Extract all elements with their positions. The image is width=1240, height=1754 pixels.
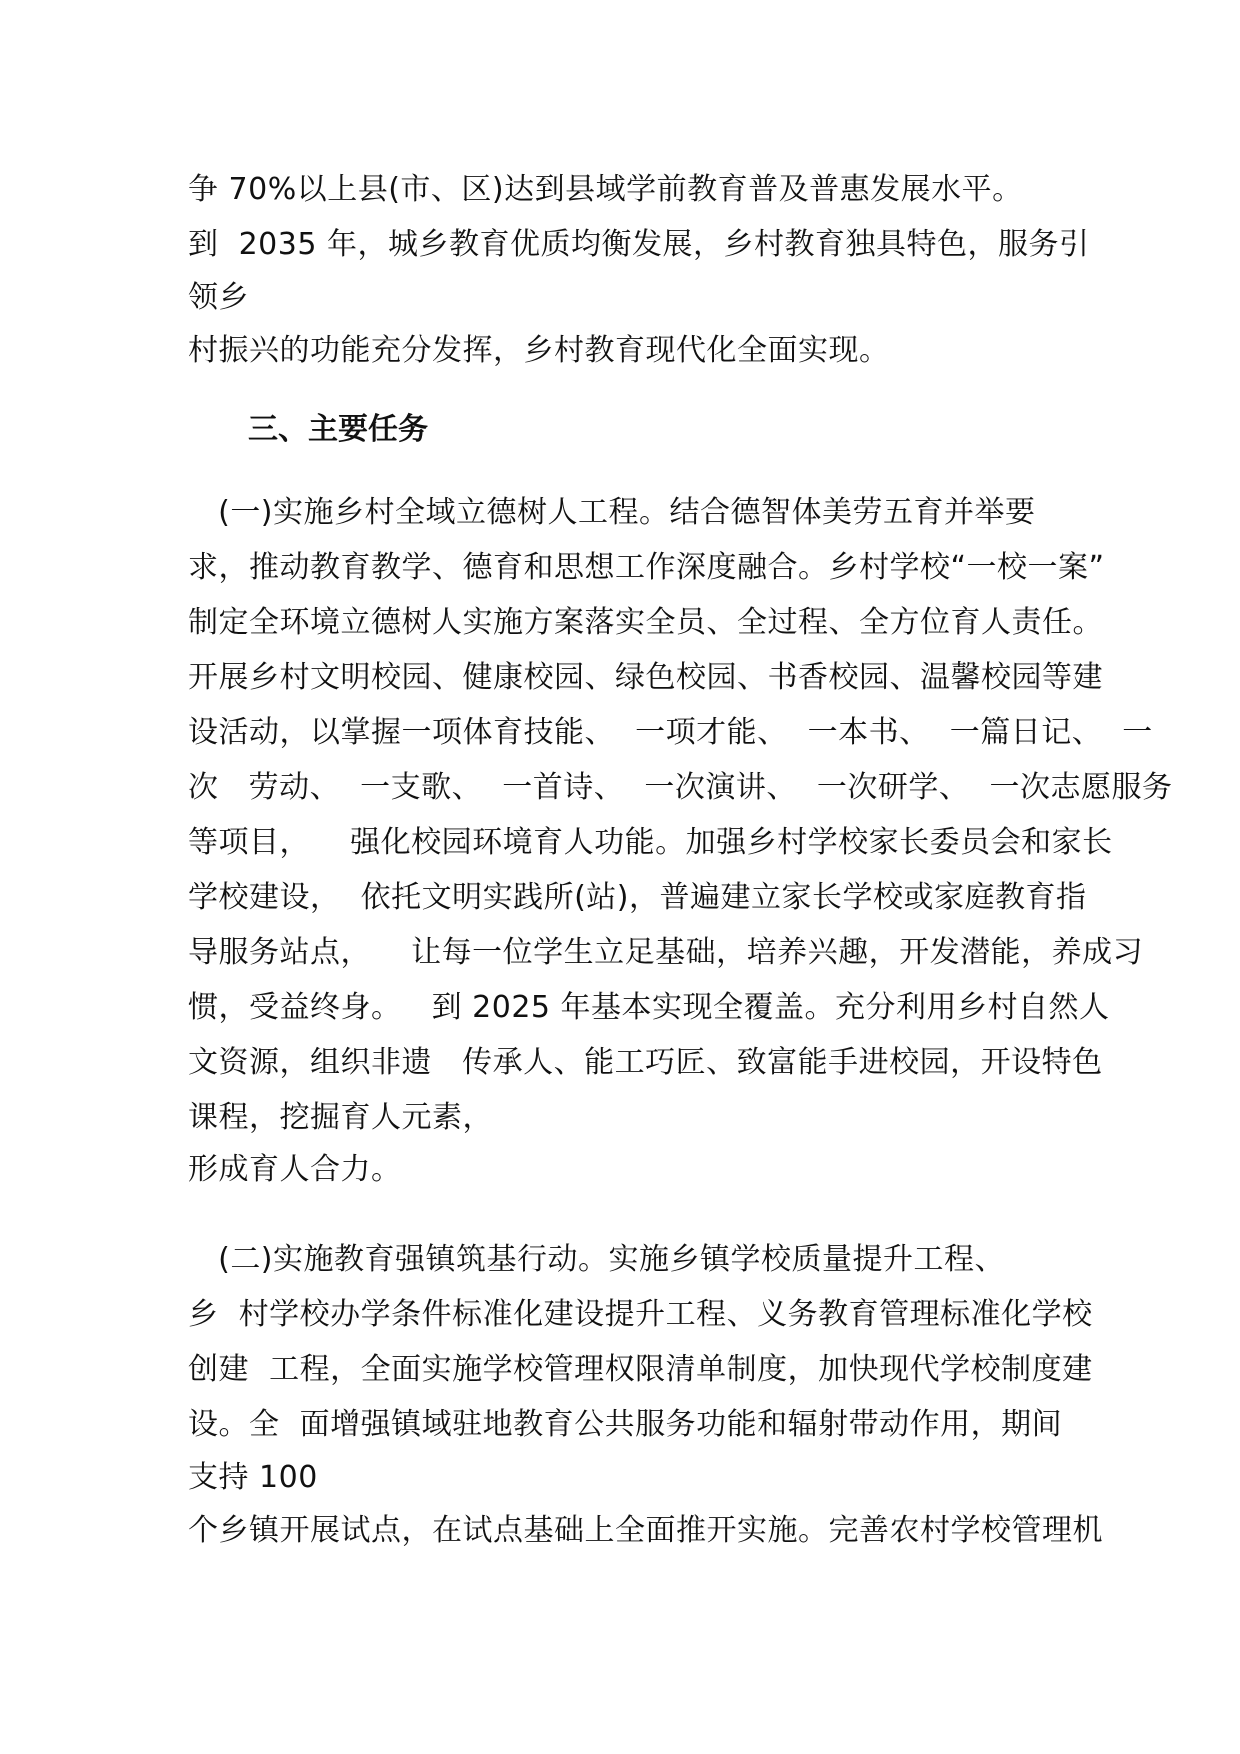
text-line: 制定全环境立德树人实施方案落实全员、全过程、全方位育人责任。 [188, 605, 1103, 640]
text-line: 求，推动教育教学、德育和思想工作深度融合。乡村学校“一校一案” [188, 550, 1105, 585]
section-heading: 三、主要任务 [248, 412, 428, 447]
text-line: 设。全 面增强镇域驻地教育公共服务功能和辐射带动作用，期间 [188, 1407, 1063, 1442]
text-line: 创建 工程，全面实施学校管理权限清单制度，加快现代学校制度建 [188, 1352, 1093, 1387]
text-line: 乡 村学校办学条件标准化建设提升工程、义务教育管理标准化学校 [188, 1297, 1093, 1332]
text-line: 设活动，以掌握一项体育技能、 一项才能、 一本书、 一篇日记、 一 [188, 715, 1153, 750]
text-line: 领乡 [188, 280, 249, 315]
text-line: 个乡镇开展试点，在试点基础上全面推开实施。完善农村学校管理机 [188, 1513, 1103, 1548]
text-line: (一)实施乡村全域立德树人工程。结合德智体美劳五育并举要 [188, 495, 1036, 530]
text-line: 形成育人合力。 [188, 1152, 402, 1187]
text-line: 课程，挖掘育人元素， [188, 1100, 493, 1135]
text-line: 等项目， 强化校园环境育人功能。加强乡村学校家长委员会和家长 [188, 825, 1113, 860]
text-line: 开展乡村文明校园、健康校园、绿色校园、书香校园、温馨校园等建 [188, 660, 1103, 695]
text-line: 村振兴的功能充分发挥，乡村教育现代化全面实现。 [188, 333, 890, 368]
text-line: (二)实施教育强镇筑基行动。实施乡镇学校质量提升工程、 [188, 1242, 1006, 1277]
text-line: 导服务站点， 让每一位学生立足基础，培养兴趣，开发潜能，养成习 [188, 935, 1144, 970]
text-line: 学校建设， 依托文明实践所(站)，普遍建立家长学校或家庭教育指 [188, 880, 1087, 915]
text-line: 支持 100 [188, 1460, 318, 1495]
text-line: 文资源，组织非遗 传承人、能工巧匠、致富能手进校园，开设特色 [188, 1045, 1103, 1080]
text-line: 到 2035 年，城乡教育优质均衡发展，乡村教育独具特色，服务引 [188, 227, 1090, 262]
text-line: 惯，受益终身。 到 2025 年基本实现全覆盖。充分利用乡村自然人 [188, 990, 1110, 1025]
text-line: 争 70%以上县(市、区)达到县域学前教育普及普惠发展水平。 [188, 172, 1023, 207]
text-line: 次 劳动、 一支歌、 一首诗、 一次演讲、 一次研学、 一次志愿服务 [188, 770, 1173, 805]
